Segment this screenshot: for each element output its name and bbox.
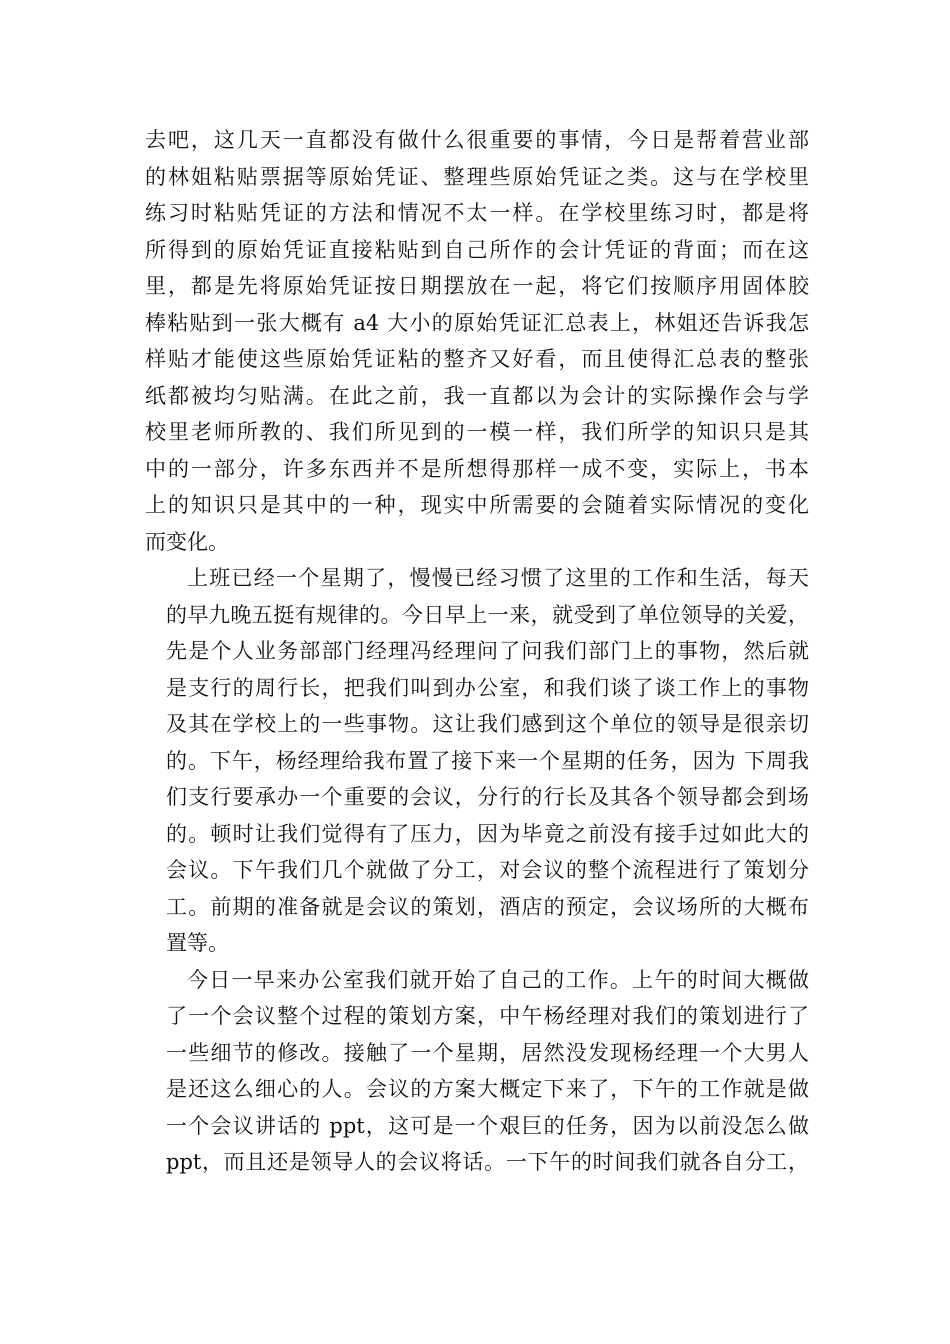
- text-line: 一些细节的修改。接触了一个星期，居然没发现杨经理一个大男人: [166, 1040, 809, 1065]
- text-line: 上班已经一个星期了，慢慢已经习惯了这里的工作和生活，每天: [187, 566, 809, 590]
- text-line: 去吧，这几天一直都没有做什么很重要的事情，今日是帮着营业部: [145, 128, 809, 152]
- text-line: 样贴才能使这些原始凭证粘的整齐又好看，而且使得汇总表的整张: [145, 347, 809, 371]
- text-line: 是支行的周行长，把我们叫到办公室，和我们谈了谈工作上的事物: [166, 675, 809, 700]
- text-line: 了一个会议整个过程的策划方案，中午杨经理对我们的策划进行了: [166, 1004, 809, 1028]
- paragraph-3: [145, 962, 809, 1181]
- text-line: 置等。: [166, 931, 229, 955]
- text-line: 纸都被均匀贴满。在此之前，我一直都以为会计的实际操作会与学: [145, 383, 809, 408]
- text-line: 的早九晚五挺有规律的。今日早上一来，就受到了单位领导的关爱，: [166, 602, 809, 627]
- text-line: 及其在学校上的一些事物。这让我们感到这个单位的领导是很亲切: [166, 712, 809, 736]
- text-line: 练习时粘贴凭证的方法和情况不太一样。在学校里练习时，都是将: [145, 201, 809, 225]
- text-line: 上的知识只是其中的一种，现实中所需要的会随着实际情况的变化: [145, 493, 809, 517]
- text-line: 校里老师所教的、我们所见到的一模一样，我们所学的知识只是其: [145, 420, 809, 444]
- paragraph-2: [145, 560, 809, 962]
- text-line: 工。前期的准备就是会议的策划，酒店的预定，会议场所的大概布: [166, 894, 809, 919]
- text-line: 是还这么细心的人。会议的方案大概定下来了，下午的工作就是做: [166, 1077, 809, 1101]
- paragraph-1: [145, 122, 809, 560]
- text-line: 今日一早来办公室我们就开始了自己的工作。上午的时间大概做: [187, 967, 809, 992]
- text-line: 里，都是先将原始凭证按日期摆放在一起，将它们按顺序用固体胶: [145, 274, 809, 298]
- text-line: 中的一部分，许多东西并不是所想得那样一成不变，实际上，书本: [145, 456, 809, 481]
- text-line: 们支行要承办一个重要的会议，分行的行长及其各个领导都会到场: [166, 785, 809, 809]
- text-line: 所得到的原始凭证直接粘贴到自己所作的会计凭证的背面；而在这: [145, 237, 809, 262]
- text-line: 棒粘贴到一张大概有 a4 大小的原始凭证汇总表上，林姐还告诉我怎: [145, 310, 809, 335]
- text-line: 的。下午，杨经理给我布置了接下来一个星期的任务，因为 下周我: [166, 748, 809, 773]
- text-line: 的。顿时让我们觉得有了压力，因为毕竟之前没有接手过如此大的: [166, 821, 809, 846]
- text-line: ppt，而且还是领导人的会议将话。一下午的时间我们就各自分工，: [166, 1150, 809, 1174]
- text-line: 会议。下午我们几个就做了分工，对会议的整个流程进行了策划分: [166, 858, 809, 882]
- text-line: 的林姐粘贴票据等原始凭证、整理些原始凭证之类。这与在学校里: [145, 164, 809, 189]
- body-text: [145, 122, 809, 1181]
- text-line: 一个会议讲话的 ppt，这可是一个艰巨的任务，因为以前没怎么做: [166, 1113, 809, 1138]
- text-line: 先是个人业务部部门经理冯经理问了问我们部门上的事物，然后就: [166, 639, 809, 663]
- text-line: 而变化。: [145, 529, 229, 554]
